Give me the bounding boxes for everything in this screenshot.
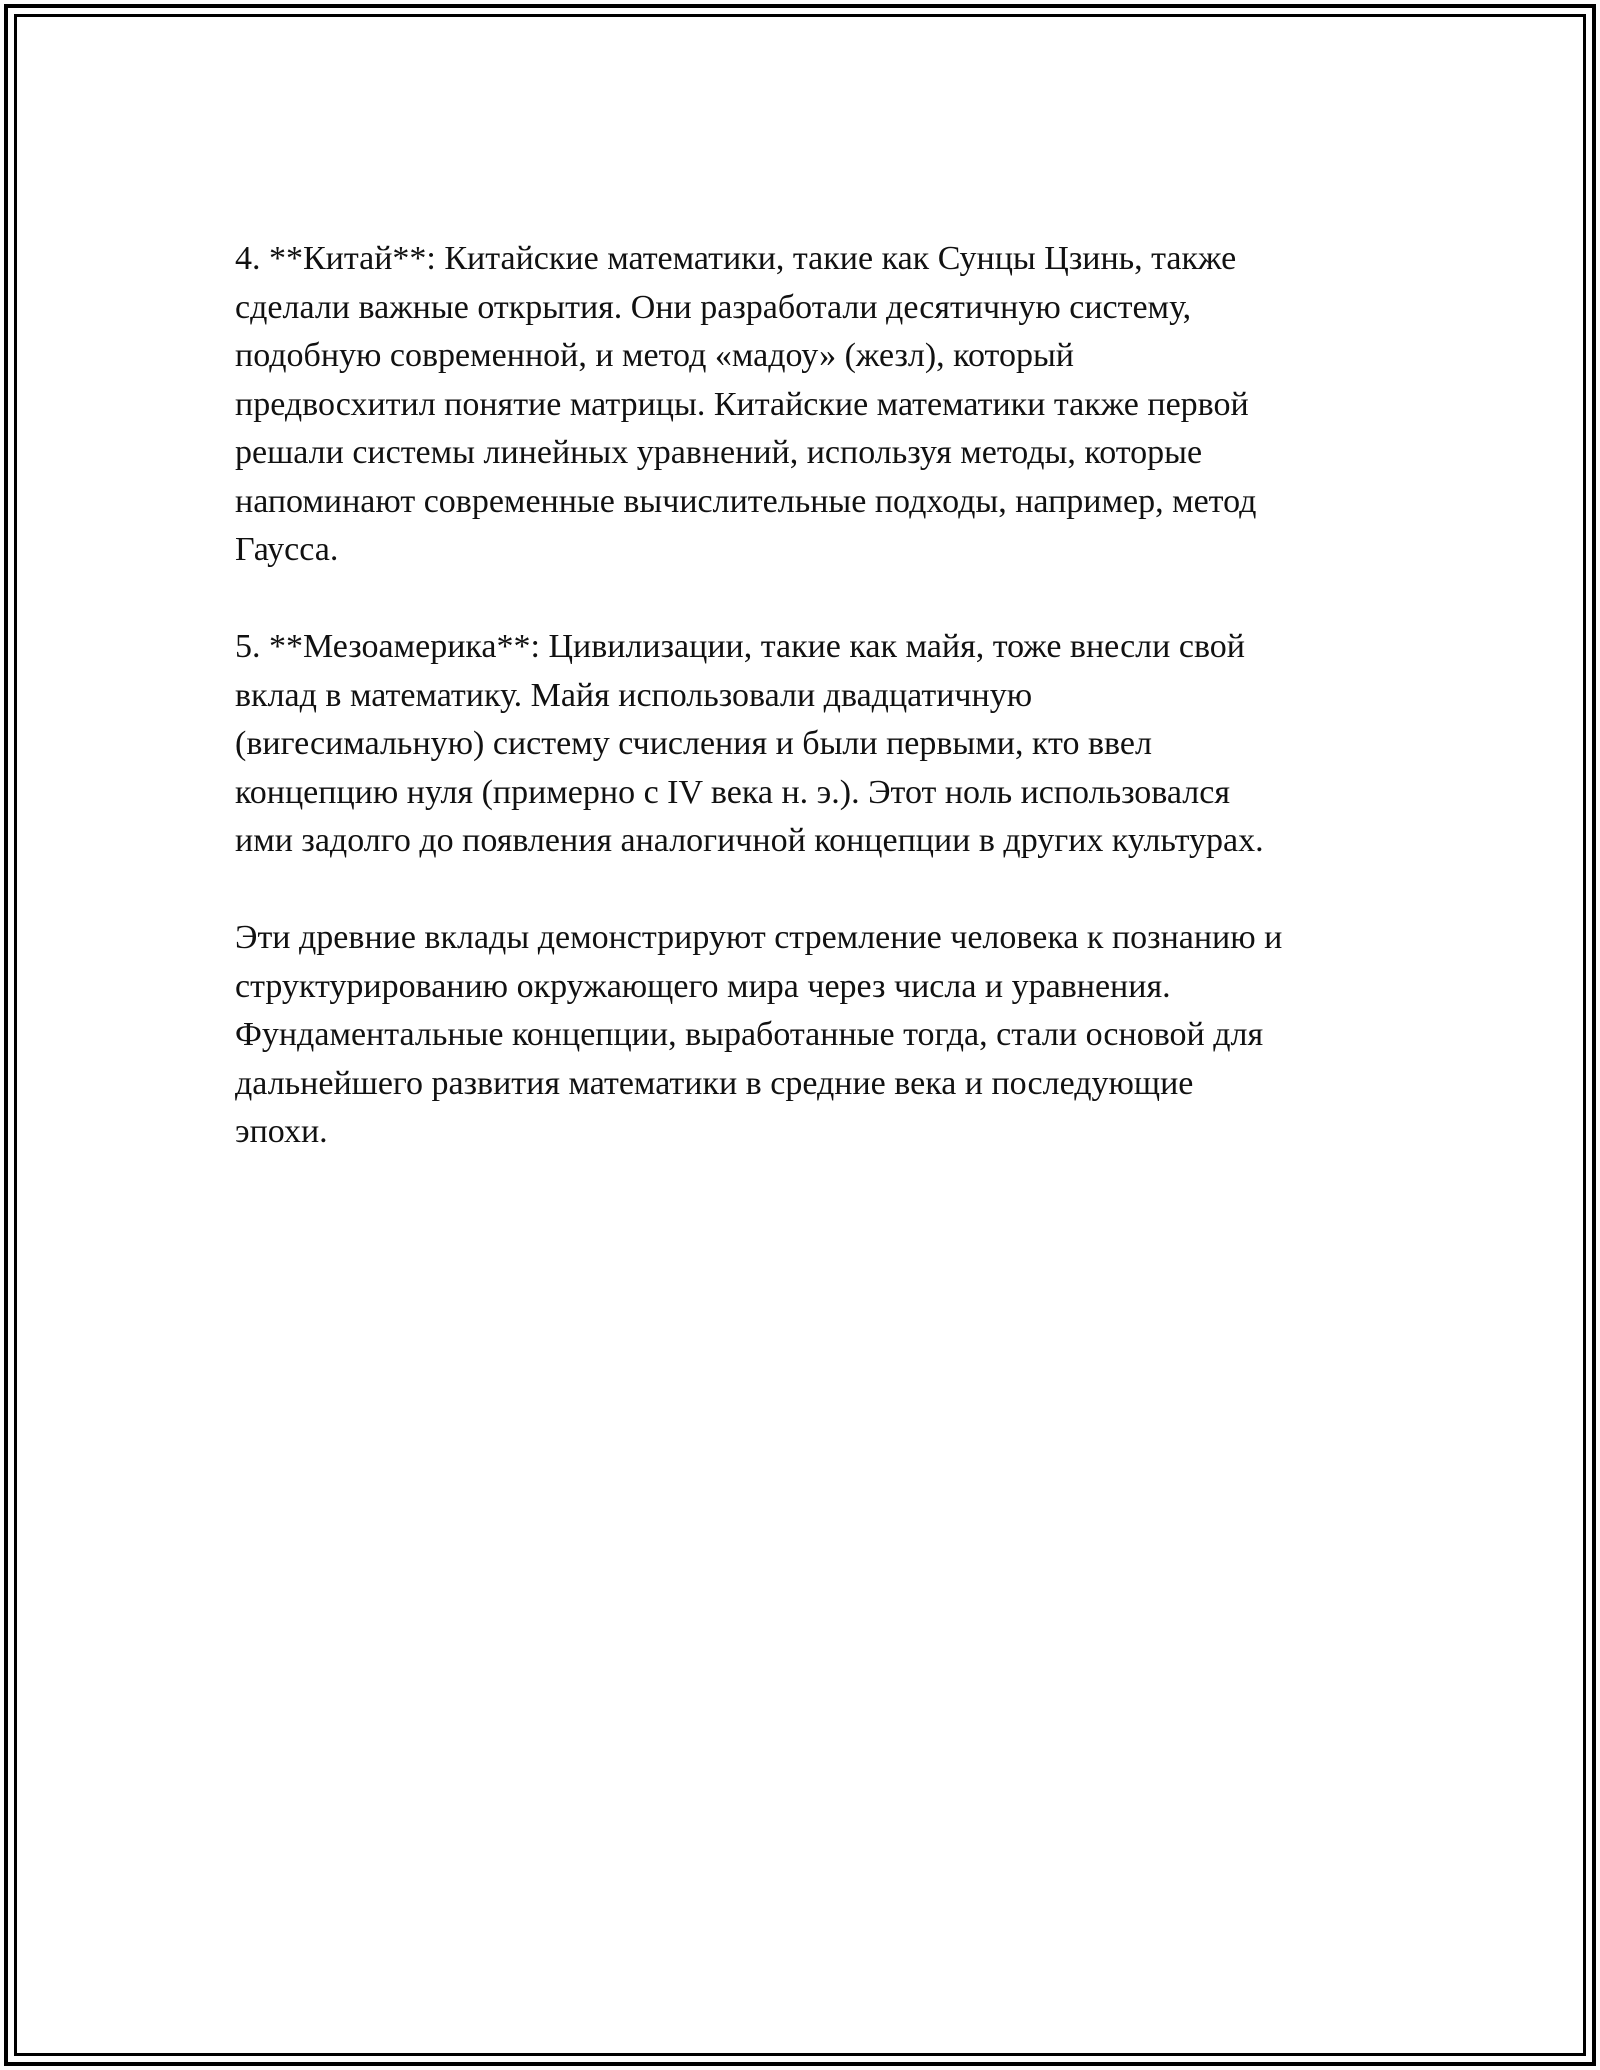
text-line: ими задолго до появления аналогичной концепции в других культурах. — [235, 822, 1264, 859]
text-line: 4. **Китай**: Китайские математики, такие как Сунцы Цзинь, также — [235, 240, 1237, 277]
text-line: структурированию окружающего мира через числа и уравнения. — [235, 967, 1171, 1005]
text-line: концепцию нуля (примерно с IV века н. э.). Этот ноль использовался — [235, 773, 1230, 811]
text-line: предвосхитил понятие матрицы. Китайские математики также первой — [235, 385, 1249, 423]
text-line: эпохи. — [235, 1113, 328, 1150]
paragraph-conclusion — [235, 914, 1385, 1157]
text-line: дальнейшего развития математики в средние века и последующие — [235, 1064, 1194, 1102]
text-line: Гаусса. — [235, 531, 339, 568]
text-line: 5. **Мезоамерика**: Цивилизации, такие как майя, тоже внесли свой — [235, 628, 1245, 665]
document-body — [235, 235, 1385, 1205]
text-line: напоминают современные вычислительные подходы, например, метод — [235, 482, 1257, 520]
text-line: Фундаментальные концепции, выработанные тогда, стали основой для — [235, 1016, 1264, 1053]
paragraph-china — [235, 235, 1385, 575]
text-line: (вигесимальную) систему счисления и были первыми, кто ввел — [235, 725, 1152, 762]
text-line: сделали важные открытия. Они разработали десятичную систему, — [235, 288, 1192, 326]
text-line: вклад в математику. Майя использовали двадцатичную — [235, 676, 1033, 714]
text-line: решали системы линейных уравнений, используя методы, которые — [235, 434, 1203, 471]
text-line: подобную современной, и метод «мадоу» (жезл), который — [235, 337, 1074, 374]
text-line: Эти древние вклады демонстрируют стремление человека к познанию и — [235, 919, 1283, 956]
paragraph-mesoamerica — [235, 623, 1385, 866]
